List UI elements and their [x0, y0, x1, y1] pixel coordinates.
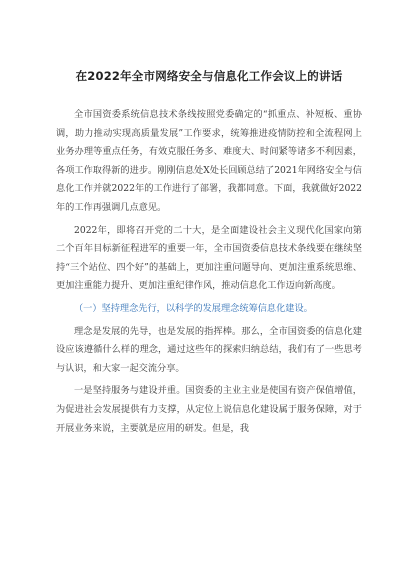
paragraph: 一是坚持服务与建设并重。国资委的主业主业是使国有资产保值增值，为促进社会发展提供有力支撑，从定位上说信息化建设属于服务保障，对于开展业务来说，主要就是应用的研发。但是，我 [56, 385, 362, 434]
paragraph: 全市国资委系统信息技术条线按照党委确定的“抓重点、补短板、重协调，助力推动实现高质量发展”工作要求，统筹推进疫情防控和全流程网上业务办理等重点任务，有效克服任务多、难度大、时间紧等诸多不利因素，各项工作取得新的进步。刚刚信息处X处长回顾总结了2021年网络安全与信息化工作并就2022年的工作进行了部署，我都同意。下面，我就做好2022年的工作再强调几点意见。 [56, 109, 362, 213]
paragraph: 2022年，即将召开党的二十大，是全面建设社会主义现代化国家向第二个百年目标新征程进军的重要一年，全市国资委信息技术条线要在继续坚持“三个站位、四个好”的基础上，更加注重问题导向、更加注重系统思维、更加注重能力提升、更加注重纪律作风，推动信息化工作迈向新高度。 [56, 224, 362, 292]
section-heading: （一）坚持理念先行，以科学的发展理念统筹信息化建设。 [74, 302, 313, 314]
document-title: 在2022年全市网络安全与信息化工作会议上的讲话 [75, 69, 343, 83]
paragraph: 理念是发展的先导，也是发展的指挥棒。那么，全市国资委的信息化建设应该遵循什么样的理念，通过这些年的探索归纳总结，我们有了一些思考与认识，和大家一起交流分享。 [56, 325, 362, 374]
